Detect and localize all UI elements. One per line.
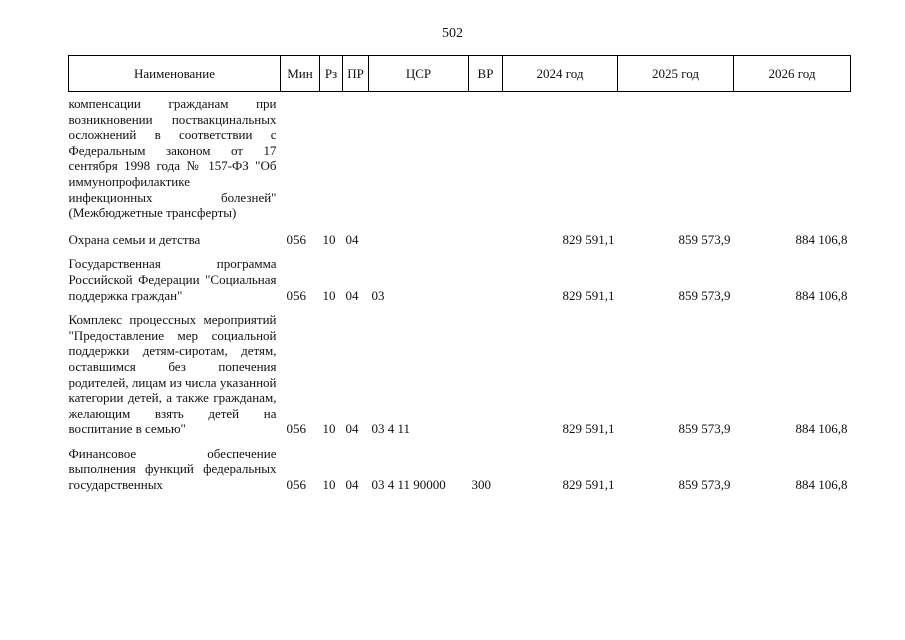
row-min: 056 bbox=[286, 231, 306, 247]
header-rz: Рз bbox=[320, 56, 343, 92]
row-2026 bbox=[734, 92, 851, 221]
header-vr: ВР bbox=[469, 56, 503, 92]
table-row bbox=[69, 247, 851, 303]
row-name: Охрана семьи и детства bbox=[68, 231, 201, 247]
row-2025: 859 573,9 bbox=[678, 477, 731, 493]
row-name: компенсации гражданам при возникновении поствакцинальных осложнений в соответствии с Федеральным законом от 17 сентября 1998 года № 157-ФЗ "Об иммунопрофилактике инфекционных болезней" (Межбюджетные трансферты) bbox=[68, 96, 277, 221]
row-min: 056 bbox=[286, 421, 306, 437]
row-min: 056 bbox=[286, 287, 306, 303]
row-rz: 10 bbox=[322, 421, 336, 437]
row-name: Комплекс процессных мероприятий "Предоставление мер социальной поддержки детям-сиротам, детям, оставшимся без попечения родителей, лицам из числа указанной категории детей, а также гражданам, желающим взять детей на воспитание в семью" bbox=[68, 312, 277, 437]
table-row bbox=[69, 437, 851, 493]
row-rz: 10 bbox=[322, 231, 336, 247]
row-name: Финансовое обеспечение выполнения функций федеральных государственных bbox=[68, 445, 277, 493]
row-csr: 03 4 11 bbox=[371, 421, 411, 437]
row-vr bbox=[469, 92, 503, 221]
row-2024: 829 591,1 bbox=[562, 421, 615, 437]
row-pr bbox=[343, 92, 369, 221]
table-row bbox=[69, 303, 851, 437]
row-2024 bbox=[503, 92, 618, 221]
row-2026: 884 106,8 bbox=[795, 231, 848, 247]
row-min bbox=[281, 92, 320, 221]
row-2024: 829 591,1 bbox=[562, 231, 615, 247]
row-2025: 859 573,9 bbox=[678, 421, 731, 437]
row-name: Государственная программа Российской Федерации "Социальная поддержка граждан" bbox=[68, 256, 277, 303]
row-pr: 04 bbox=[345, 477, 359, 493]
header-csr: ЦСР bbox=[369, 56, 469, 92]
row-pr: 04 bbox=[345, 421, 359, 437]
table-row bbox=[69, 92, 851, 221]
header-2025: 2025 год bbox=[618, 56, 734, 92]
header-name: Наименование bbox=[69, 56, 281, 92]
row-2024: 829 591,1 bbox=[562, 287, 615, 303]
header-min: Мин bbox=[281, 56, 320, 92]
row-pr: 04 bbox=[345, 231, 359, 247]
row-2025: 859 573,9 bbox=[678, 287, 731, 303]
row-vr: 300 bbox=[471, 477, 491, 493]
row-rz: 10 bbox=[322, 477, 336, 493]
budget-table bbox=[68, 55, 851, 493]
page-number: 502 bbox=[442, 26, 463, 41]
row-csr: 03 bbox=[371, 287, 385, 303]
row-vr bbox=[469, 247, 503, 303]
row-rz: 10 bbox=[322, 287, 336, 303]
header-pr: ПР bbox=[343, 56, 369, 92]
header-2026: 2026 год bbox=[734, 56, 851, 92]
row-2026: 884 106,8 bbox=[795, 477, 848, 493]
row-csr bbox=[369, 221, 469, 248]
row-csr bbox=[369, 92, 469, 221]
row-2025 bbox=[618, 92, 734, 221]
table-row bbox=[69, 221, 851, 248]
row-2026: 884 106,8 bbox=[795, 421, 848, 437]
row-vr bbox=[469, 303, 503, 437]
row-2024: 829 591,1 bbox=[562, 477, 615, 493]
row-pr: 04 bbox=[345, 287, 359, 303]
row-2026: 884 106,8 bbox=[795, 287, 848, 303]
row-min: 056 bbox=[286, 477, 306, 493]
row-rz bbox=[320, 92, 343, 221]
row-2025: 859 573,9 bbox=[678, 231, 731, 247]
row-vr bbox=[469, 221, 503, 248]
header-2024: 2024 год bbox=[503, 56, 618, 92]
table-header-row bbox=[69, 56, 851, 92]
row-csr: 03 4 11 90000 bbox=[371, 477, 446, 493]
